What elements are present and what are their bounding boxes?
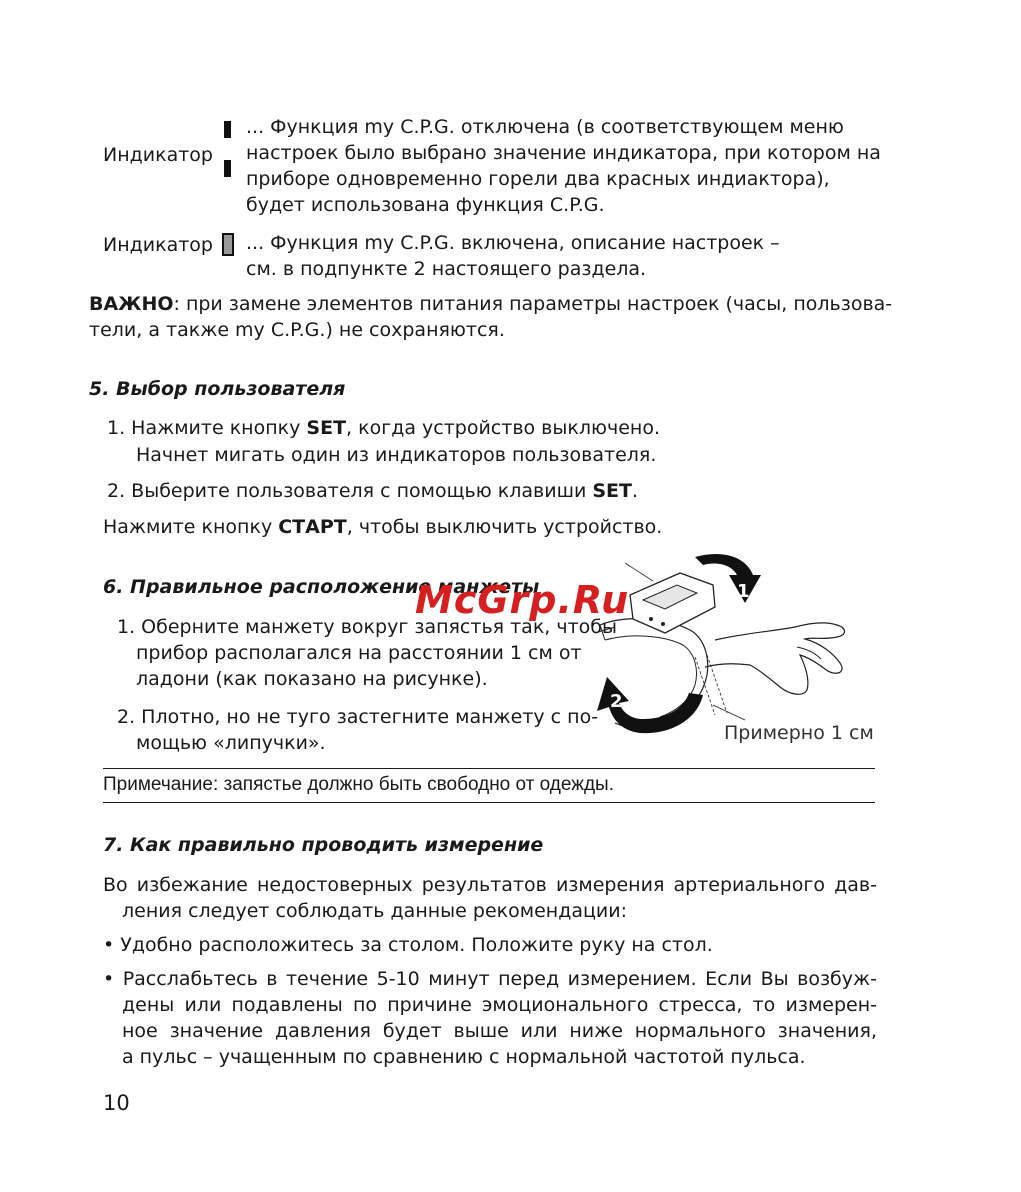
indicator-1-line-1: ... Функция my C.P.G. отключена (в соответствующем меню (246, 116, 844, 138)
section-6-step-1-line-3: ладони (как показано на рисунке). (136, 668, 488, 690)
indicator-2-line-1: ... Функция my C.P.G. включена, описание настроек – (246, 232, 780, 254)
section-7-intro-line-2: ления следует соблюдать данные рекомендации: (122, 900, 628, 922)
step-3-text-post: , чтобы выключить устройство. (346, 516, 663, 538)
monitor-device (630, 573, 715, 633)
indicator-1-line-2: настроек было выбрано значение индикатора, при котором на (246, 142, 881, 164)
pointer-line (625, 563, 653, 581)
step-2-text-post: . (631, 480, 639, 502)
red-indicator-icon-top (224, 121, 231, 138)
section-7-bullet-2-line-2 (122, 992, 877, 1018)
step-2-text-pre: 2. Выберите пользователя с помощью клавиши (107, 480, 593, 502)
important-label: ВАЖНО (89, 293, 174, 315)
indicator-1-line-4: будет использована функция C.P.G. (246, 194, 605, 216)
section-7-bullet-2-line-3-text: ное значение давления будет выше или ниже нормального значения, (122, 1020, 877, 1042)
note-text: Примечание: запястье должно быть свободно от одежды. (103, 774, 614, 795)
step-1-text-pre: 1. Нажмите кнопку (107, 417, 307, 439)
section-7-intro-line-1 (103, 872, 877, 898)
important-line-1 (89, 291, 893, 317)
cuff-placement-figure (585, 545, 875, 745)
section-5-step-3 (103, 514, 662, 540)
red-indicator-icon-bottom (224, 160, 231, 177)
gray-indicator-icon (222, 233, 234, 256)
indicator-label-1: Индикатор (103, 144, 213, 166)
note-top-rule (103, 768, 875, 769)
section-7-bullet-2-line-1-text: • Расслабьтесь в течение 5-10 минут перед измерением. Если Вы возбуж- (103, 968, 877, 990)
page-number: 10 (103, 1091, 130, 1115)
section-7-title: 7. Как правильно проводить измерение (103, 834, 544, 856)
cuff-flap (595, 625, 615, 640)
step-2-key-set: SET (592, 480, 632, 502)
section-7-intro-line-1-text: Во избежание недостоверных результатов измерения артериального дав- (103, 874, 877, 896)
step-3-text-pre: Нажмите кнопку (103, 516, 279, 538)
arrow-2-label: 2 (610, 691, 623, 712)
section-6-title: 6. Правильное расположение манжеты (103, 576, 540, 598)
distance-marker-line (713, 705, 745, 720)
section-7-bullet-2-line-2-text: дены или подавлены по причине эмоционального стресса, то измерен- (122, 994, 877, 1016)
step-3-key-start: СТАРТ (278, 516, 347, 538)
section-5-step-2 (107, 478, 638, 504)
section-5-title: 5. Выбор пользователя (89, 378, 346, 400)
hand-outline (705, 623, 845, 694)
step-1-key-set: SET (306, 417, 347, 439)
section-7-bullet-2-line-4: а пульс – учащенным по сравнению с нормальной частотой пульса. (122, 1046, 806, 1068)
section-7-bullet-1: • Удобно расположитесь за столом. Положите руку на стол. (103, 934, 713, 956)
section-6-step-1-line-1: 1. Оберните манжету вокруг запястья так, чтобы (117, 616, 618, 638)
section-6-step-2-line-1: 2. Плотно, но не туго застегните манжету с по- (117, 706, 599, 728)
section-5-step-1 (107, 415, 660, 441)
note-bottom-rule (103, 802, 875, 803)
section-5-step-1-line-2: Начнет мигать один из индикаторов пользователя. (136, 444, 657, 466)
section-7-bullet-2-line-3 (122, 1018, 877, 1044)
indicator-2-line-2: см. в подпункте 2 настоящего раздела. (246, 258, 647, 280)
section-6-step-1-line-2: прибор располагался на расстоянии 1 см от (136, 642, 582, 664)
indicator-label-2: Индикатор (103, 234, 213, 256)
section-7-bullet-2-line-1 (103, 966, 877, 992)
step-1-text-post: , когда устройство выключено. (346, 417, 660, 439)
arrow-1-label: 1 (737, 581, 750, 602)
watermark: McGrp.Ru (415, 578, 630, 622)
section-6-step-2-line-2: мощью «липучки». (136, 732, 326, 754)
figure-caption: Примерно 1 см (724, 722, 874, 744)
indicator-1-line-3: приборе одновременно горели два красных индиактора), (246, 168, 830, 190)
important-line-2: тели, а также my C.P.G.) не сохраняются. (89, 319, 505, 341)
important-line-1-text: : при замене элементов питания параметры настроек (часы, пользова- (173, 293, 893, 315)
